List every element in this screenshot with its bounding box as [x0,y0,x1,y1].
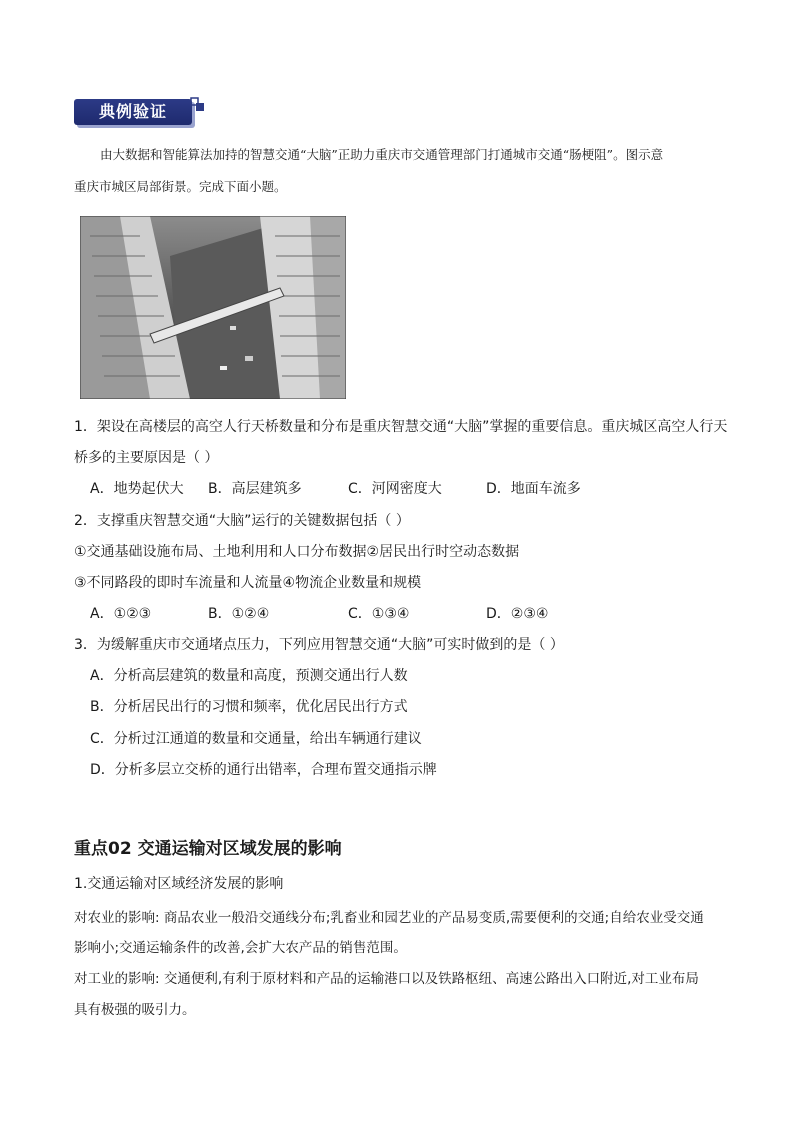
q3-option-d: D．分析多层立交桥的通行出错率，合理布置交通指示牌 [90,762,437,778]
q1-option-c: C．河网密度大 [348,481,442,497]
industry-line-1: 对工业的影响: 交通便利,有利于原材料和产品的运输港口以及铁路枢纽、高速公路出入口附近,对工业布局 [74,971,699,987]
q2-option-b: B．①②④ [208,606,270,622]
agriculture-line-2: 影响小;交通运输条件的改善,会扩大农产品的销售范围。 [74,940,407,956]
q1-stem-line-2: 桥多的主要原因是（ ） [74,450,219,466]
q1-stem-line-1: 1．架设在高楼层的高空人行天桥数量和分布是重庆智慧交通“大脑”掌握的重要信息。重庆城区高空人行天 [74,419,728,435]
q2-items-line-1: ①交通基础设施布局、土地利用和人口分布数据②居民出行时空动态数据 [74,544,520,560]
industry-line-2: 具有极强的吸引力。 [74,1002,196,1018]
section-heading: 重点02 交通运输对区域发展的影响 [74,839,342,859]
q1-option-d: D．地面车流多 [486,481,581,497]
q3-stem-line-1: 3．为缓解重庆市交通堵点压力，下列应用智慧交通“大脑”可实时做到的是（ ） [74,637,564,653]
q2-stem-line-1: 2．支撑重庆智慧交通“大脑”运行的关键数据包括（ ） [74,513,410,529]
q1-option-a: A．地势起伏大 [90,481,184,497]
intro-line-1: 由大数据和智能算法加持的智慧交通“大脑”正助力重庆市交通管理部门打通城市交通“肠梗阻”。图示意 [100,147,664,162]
q1-option-b: B．高层建筑多 [208,481,302,497]
q2-option-d: D．②③④ [486,606,549,622]
corner-squares-icon [190,97,206,113]
section-banner [74,97,206,129]
agriculture-line-1: 对农业的影响: 商品农业一般沿交通线分布;乳畜业和园艺业的产品易变质,需要便利的交通;自给农业受交通 [74,910,704,926]
q3-option-b: B．分析居民出行的习惯和频率，优化居民出行方式 [90,699,408,715]
q2-option-c: C．①③④ [348,606,410,622]
section-subheading: 1.交通运输对区域经济发展的影响 [74,876,284,892]
q3-option-c: C．分析过江通道的数量和交通量，给出车辆通行建议 [90,731,422,747]
banner-label: 典例验证 [98,102,167,121]
street-photo [80,216,346,399]
q3-option-a: A．分析高层建筑的数量和高度，预测交通出行人数 [90,668,408,684]
intro-line-2: 重庆市城区局部街景。完成下面小题。 [74,179,287,194]
q2-option-a: A．①②③ [90,606,152,622]
q2-items-line-2: ③不同路段的即时车流量和人流量④物流企业数量和规模 [74,575,422,591]
